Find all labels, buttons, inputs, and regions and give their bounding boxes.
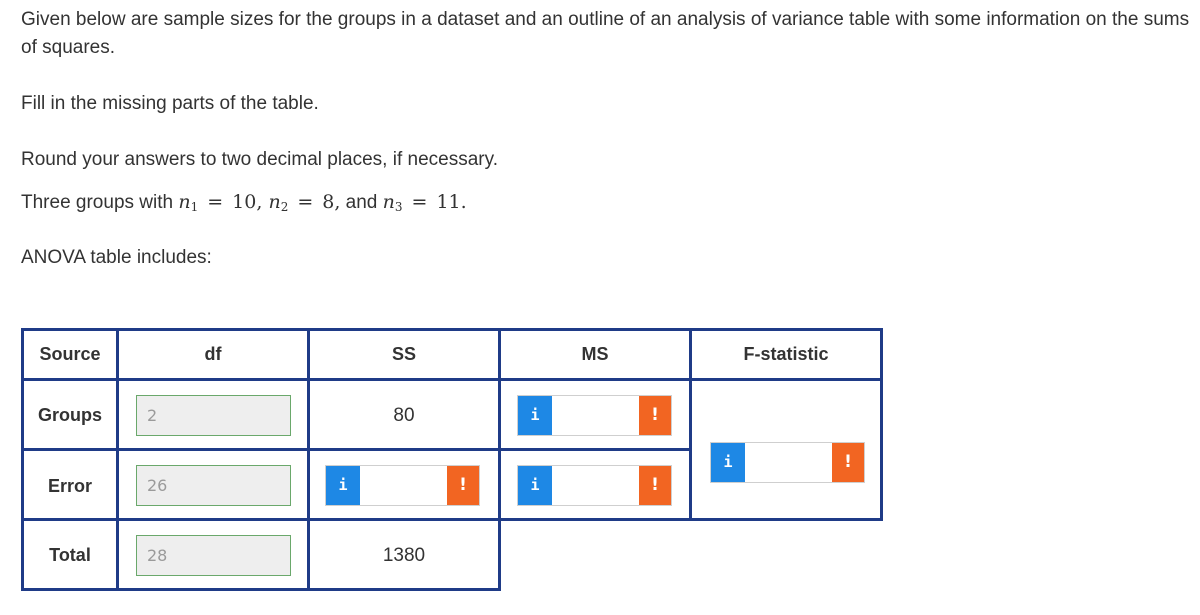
anova-label: ANOVA table includes: [21,247,212,268]
warning-icon: ! [447,466,479,505]
header-df: df [204,344,222,364]
table-border-row2 [21,518,883,521]
warning-icon: ! [832,443,864,482]
row-label-total: Total [49,545,91,565]
n2-value: 8, [322,191,341,213]
total-df-field [136,535,291,576]
round-instruction: Round your answers to two decimal places, if necessary. [21,149,498,170]
row-label-error: Error [47,476,92,496]
f-statistic-answer[interactable] [710,442,865,483]
header-f-statistic: F-statistic [743,344,829,364]
table-border-top [21,328,883,331]
table-border-right [880,328,883,521]
header-source: Source [39,344,101,364]
header-ss: SS [391,344,416,364]
info-icon[interactable]: i [711,443,745,482]
info-icon[interactable]: i [518,466,552,505]
row-label-groups: Groups [37,405,102,425]
info-icon[interactable]: i [518,396,552,435]
f-statistic-input[interactable] [745,443,832,482]
error-ms-input[interactable] [552,466,639,505]
table-border-row1-ms [500,448,690,451]
table-border-row1 [21,448,500,451]
groups-ss-value: 80 [393,405,415,426]
total-ss-value: 1380 [382,545,426,566]
table-border-bottom [21,588,500,591]
n1-value: 10, [232,191,263,213]
header-ms: MS [581,344,609,364]
warning-icon: ! [639,396,671,435]
error-ss-answer[interactable] [325,465,480,506]
sample-sizes: Three groups with $n_1 = 10$, $n_2 = 8$, and $n_3 = 11$. [21,191,467,214]
table-border-col3 [498,328,501,591]
intro-text: Given below are sample sizes for the groups in a dataset and an outline of an analysis of variance table with some information on the sums of squares. [21,9,1190,58]
warning-icon: ! [639,466,671,505]
fill-instruction: Fill in the missing parts of the table. [21,93,319,114]
error-ms-answer[interactable] [517,465,672,506]
info-icon[interactable]: i [326,466,360,505]
n3-value: 11. [436,191,467,213]
sample-size-math: $n_1 = 10$, $n_2 = 8$, [178,191,341,214]
groups-ms-answer[interactable] [517,395,672,436]
error-ss-input[interactable] [360,466,447,505]
error-df-field [136,465,291,506]
and-word: and [345,192,378,213]
groups-df-field [136,395,291,436]
table-border-header [21,378,883,381]
groups-prefix: Three groups with [21,192,174,213]
table-border-col1 [116,328,119,591]
groups-ms-input[interactable] [552,396,639,435]
